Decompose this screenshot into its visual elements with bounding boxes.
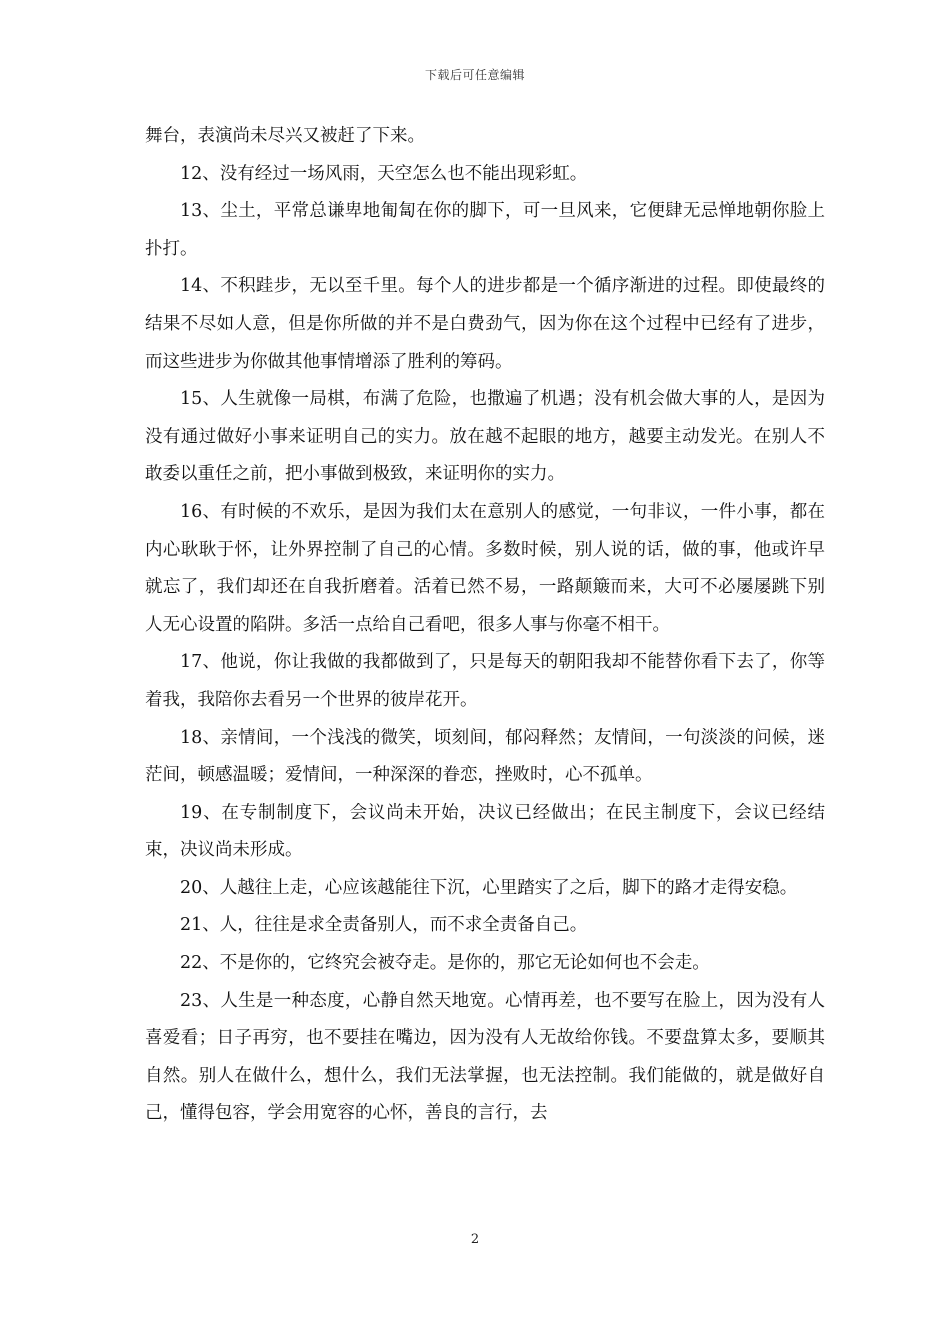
paragraph-19: 19、在专制制度下，会议尚未开始，决议已经做出；在民主制度下，会议已经结束，决议尚未形成。 [145, 802, 825, 861]
body-text [145, 118, 825, 1133]
paragraph-23: 23、人生是一种态度，心静自然天地宽。心情再差，也不要写在脸上，因为没有人喜爱看；日子再穷，也不要挂在嘴边，因为没有人无故给你钱。不要盘算太多，要顺其自然。别人在做什么，想什么，我们无法掌握，也无法控制。我们能做的，就是做好自己，懂得包容，学会用宽容的心怀，善良的言行，去 [145, 990, 825, 1124]
paragraph-continuation: 舞台，表演尚未尽兴又被赶了下来。 [145, 126, 425, 146]
paragraph-14: 14、不积跬步，无以至千里。每个人的进步都是一个循序渐进的过程。即使最终的结果不尽如人意，但是你所做的并不是白费劲气，因为你在这个过程中已经有了进步，而这些进步为你做其他事情增添了胜利的筹码。 [145, 276, 825, 372]
paragraph-18: 18、亲情间，一个浅浅的微笑，顷刻间，郁闷释然；友情间，一句淡淡的问候，迷茫间，顿感温暖；爱情间，一种深深的眷恋，挫败时，心不孤单。 [145, 727, 825, 786]
paragraph-12: 12、没有经过一场风雨，天空怎么也不能出现彩虹。 [180, 163, 588, 184]
paragraph-13: 13、尘土，平常总谦卑地匍匐在你的脚下，可一旦风来，它便肆无忌惮地朝你脸上扑打。 [145, 201, 825, 259]
page-header: 下载后可任意编辑 [424, 68, 525, 82]
paragraph-16: 16、有时候的不欢乐，是因为我们太在意别人的感觉，一句非议，一件小事，都在内心耿耿于怀，让外界控制了自己的心情。多数时候，别人说的话，做的事，他或许早就忘了，我们却还在自我折磨着。活着已然不易，一路颠簸而来，大可不必屡屡跳下别人无心设置的陷阱。多活一点给自己看吧，很多人事与你毫不相干。 [145, 501, 825, 635]
paragraph-20: 20、人越往上走，心应该越能往下沉，心里踏实了之后，脚下的路才走得安稳。 [180, 877, 798, 898]
paragraph-22: 22、不是你的，它终究会被夺走。是你的，那它无论如何也不会走。 [180, 953, 710, 974]
page-number: 2 [470, 1232, 480, 1247]
paragraph-17: 17、他说，你让我做的我都做到了，只是每天的朝阳我却不能替你看下去了，你等着我，我陪你去看另一个世界的彼岸花开。 [145, 652, 825, 710]
paragraph-21: 21、人，往往是求全责备别人，而不求全责备自己。 [180, 915, 588, 936]
paragraph-15: 15、人生就像一局棋，布满了危险，也撒遍了机遇；没有机会做大事的人，是因为没有通过做好小事来证明自己的实力。放在越不起眼的地方，越要主动发光。在别人不敢委以重任之前，把小事做到极致，来证明你的实力。 [145, 389, 825, 485]
